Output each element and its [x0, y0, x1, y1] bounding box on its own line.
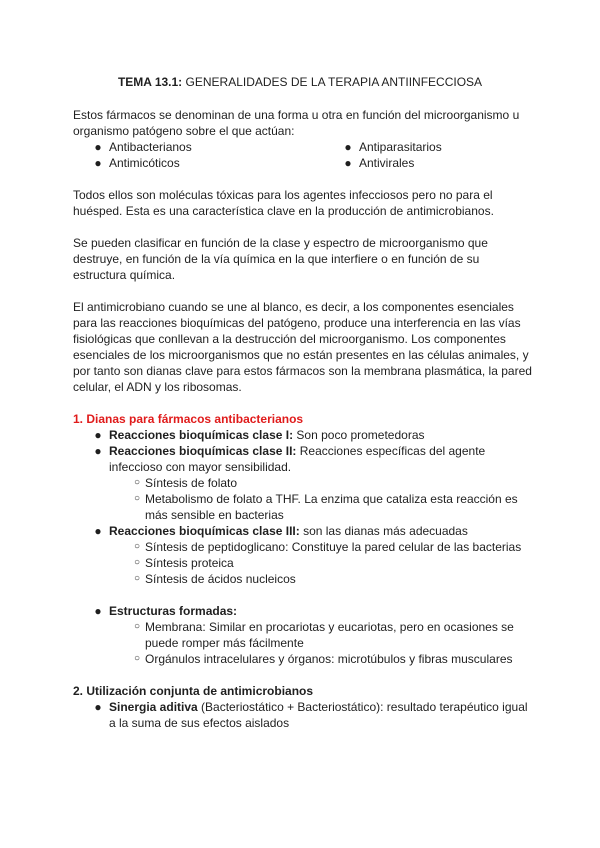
bullet-icon: ●	[94, 428, 102, 442]
list-item: ● Antiparasitarios	[323, 139, 442, 155]
sub-list-item: ○ Metabolismo de folato a THF. La enzima que cataliza esta reacción es más sensible en bacterias	[73, 491, 533, 523]
page-title	[0, 74, 600, 90]
circle-bullet-icon: ○	[133, 557, 141, 568]
list-item: ● Antimicóticos	[73, 155, 323, 171]
sub-list-item: ○ Síntesis de folato	[73, 475, 533, 491]
section-heading-utilizacion: 2. Utilización conjunta de antimicrobianos	[73, 684, 314, 698]
circle-bullet-icon: ○	[133, 621, 141, 632]
organism-type-list	[73, 139, 533, 171]
bullet-icon: ●	[94, 140, 102, 154]
bullet-icon: ●	[94, 524, 102, 538]
sub-list-item: ○ Orgánulos intracelulares y órganos: microtúbulos y fibras musculares	[73, 651, 533, 667]
sub-list-item: ○ Síntesis proteica	[73, 555, 533, 571]
section-heading-dianas: 1. Dianas para fármacos antibacterianos	[73, 412, 304, 426]
bullet-icon: ●	[94, 156, 102, 170]
list-item-clase-1: ● Reacciones bioquímicas clase I: Son poco prometedoras	[73, 427, 533, 443]
bullet-icon: ●	[94, 604, 102, 618]
circle-bullet-icon: ○	[133, 541, 141, 552]
type-column-1	[73, 139, 323, 171]
spacer	[73, 283, 533, 299]
list-item-sinergia: ● Sinergia aditiva (Bacteriostático + Bacteriostático): resultado terapéutico igual a la suma de sus efectos aislados	[73, 699, 533, 731]
list-item: ● Antibacterianos	[73, 139, 323, 155]
spacer	[73, 587, 533, 603]
spacer	[73, 395, 533, 411]
intro-paragraph: Estos fármacos se denominan de una forma u otra en función del microorganismo u organismo patógeno sobre el que actúan:	[73, 108, 520, 138]
bullet-icon: ●	[344, 156, 352, 170]
circle-bullet-icon: ○	[133, 653, 141, 664]
title-bold: TEMA 13.1:	[117, 75, 183, 89]
sub-list-item: ○ Síntesis de peptidoglicano: Constituye la pared celular de las bacterias	[73, 539, 533, 555]
sub-list-item: ○ Membrana: Similar en procariotas y eucariotas, pero en ocasiones se puede romper más fácilmente	[73, 619, 533, 651]
sub-list-item: ○ Síntesis de ácidos nucleicos	[73, 571, 533, 587]
paragraph-classification: Se pueden clasificar en función de la clase y espectro de microorganismo que destruye, en función de la vía química en la que interfiere o en función de su estructura química.	[73, 236, 488, 282]
bullet-icon: ●	[94, 444, 102, 458]
list-item-clase-2: ● Reacciones bioquímicas clase II: Reacciones específicas del agente infeccioso con mayor sensibilidad.	[73, 443, 533, 475]
spacer	[73, 667, 533, 683]
type-column-2	[323, 139, 442, 171]
circle-bullet-icon: ○	[133, 573, 141, 584]
bullet-icon: ●	[94, 700, 102, 714]
document-body	[73, 107, 533, 731]
list-item-estructuras: ● Estructuras formadas:	[73, 603, 533, 619]
list-item-clase-3: ● Reacciones bioquímicas clase III: son las dianas más adecuadas	[73, 523, 533, 539]
bullet-icon: ●	[344, 140, 352, 154]
title-rest: GENERALIDADES DE LA TERAPIA ANTIINFECCIOSA	[182, 75, 483, 89]
spacer	[73, 171, 533, 187]
paragraph-mechanism: El antimicrobiano cuando se une al blanco, es decir, a los componentes esenciales para las reacciones bioquímicas del patógeno, produce una interferencia en las vías fisiológicas que conllevan a la destrucción del microorganismo. Los componentes esenciales de los microorganismos que no están presentes en las células animales, y por tanto son dianas clave para estos fármacos son la membrana plasmática, la pared celular, el ADN y los ribosomas.	[73, 300, 532, 394]
circle-bullet-icon: ○	[133, 493, 141, 504]
spacer	[73, 219, 533, 235]
circle-bullet-icon: ○	[133, 477, 141, 488]
list-item: ● Antivirales	[323, 155, 442, 171]
paragraph-toxicity: Todos ellos son moléculas tóxicas para los agentes infecciosos pero no para el huésped. Esta es una característica clave en la producción de antimicrobianos.	[73, 188, 494, 218]
